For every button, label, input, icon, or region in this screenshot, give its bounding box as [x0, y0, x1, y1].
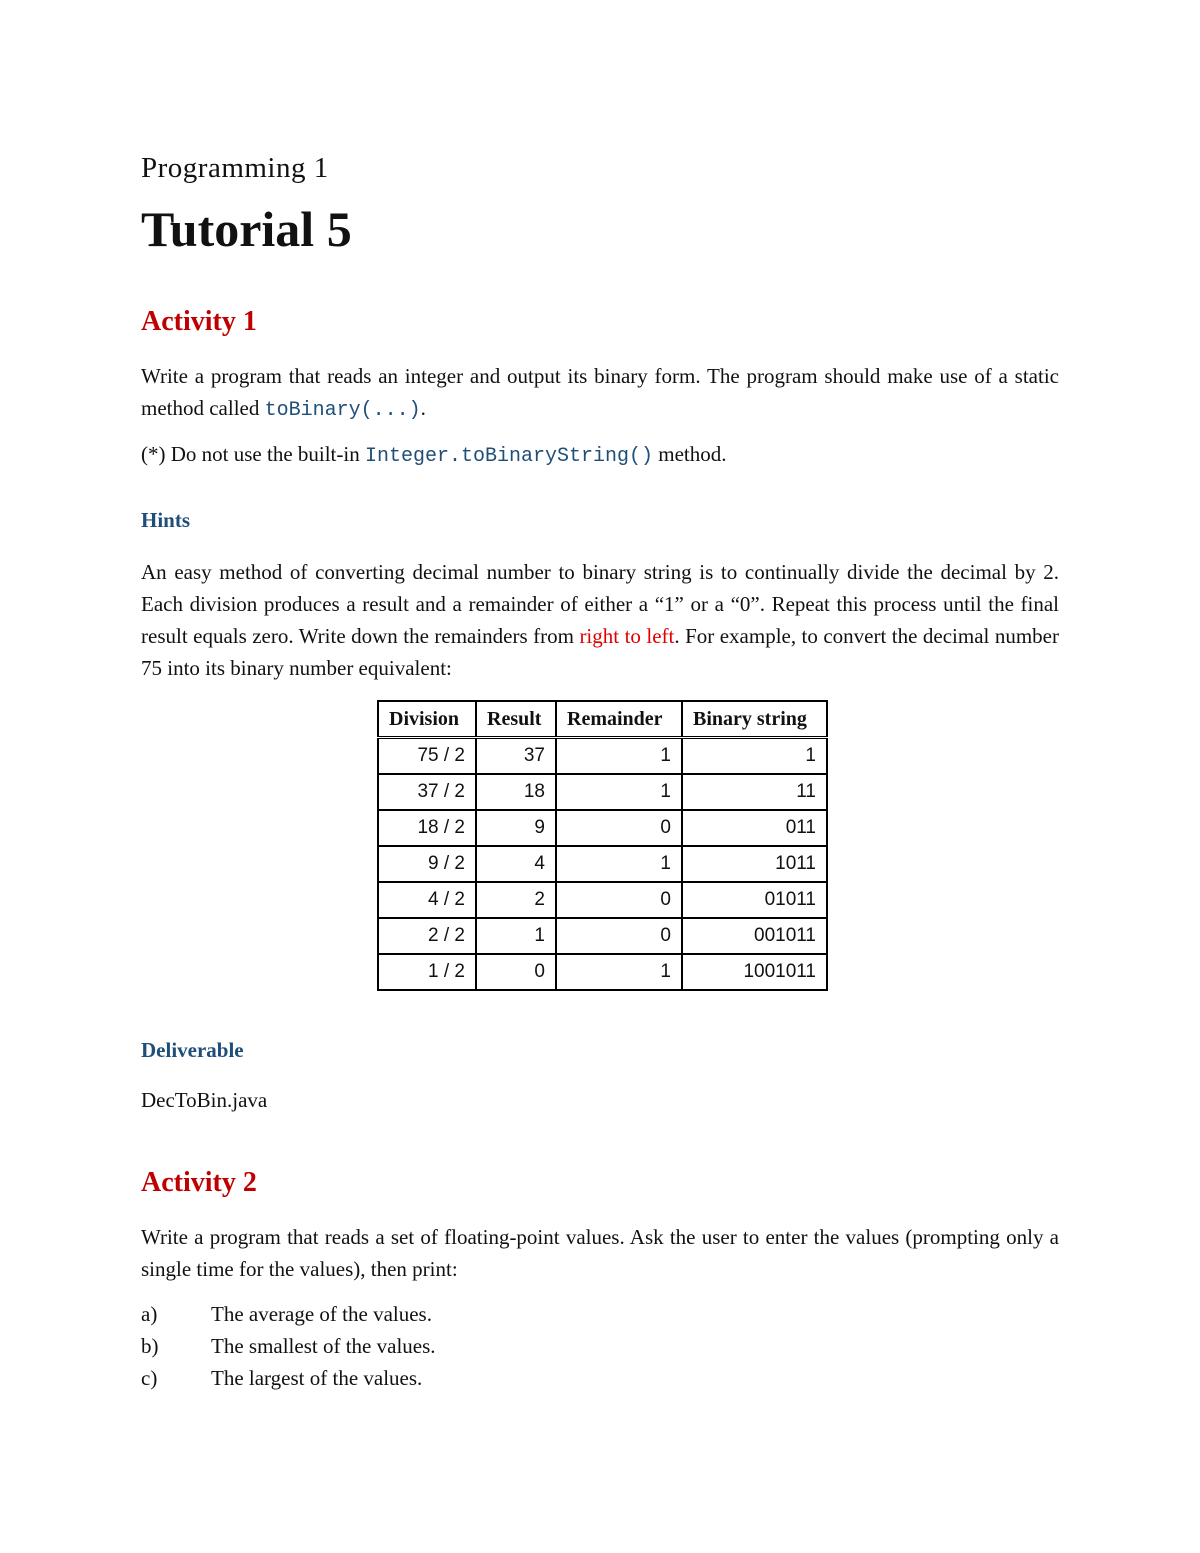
- table-cell: 0: [476, 954, 556, 990]
- hints-text-end: . For example, to convert the decimal number 75 into its binary number equivalent:: [141, 624, 1059, 680]
- table-cell: 4: [476, 846, 556, 882]
- page-title: Tutorial 5: [141, 201, 352, 257]
- table-cell: 4 / 2: [378, 882, 476, 918]
- list-item: [141, 1330, 436, 1362]
- table-cell: 75 / 2: [378, 738, 476, 775]
- activity-1-intro: [141, 360, 1059, 427]
- hints-emphasis: right to left: [579, 624, 675, 648]
- list-item: [141, 1362, 436, 1394]
- list-marker: a): [141, 1302, 158, 1326]
- activity-1-heading: Activity 1: [141, 306, 257, 337]
- activity-1-intro-text: Write a program that reads an integer and output its binary form. The program should make use of a static method called: [141, 364, 1059, 420]
- activity-2-heading: Activity 2: [141, 1167, 257, 1198]
- table-cell: 9: [476, 810, 556, 846]
- activity-1-note: [141, 438, 1059, 473]
- hints-paragraph: [141, 556, 1059, 684]
- table-header-row: [378, 701, 827, 738]
- table-row: [378, 882, 827, 918]
- activity-1-intro-end: .: [420, 396, 426, 420]
- table-cell: 001011: [682, 918, 827, 954]
- conversion-table: [377, 700, 828, 991]
- table-cell: 2: [476, 882, 556, 918]
- table-cell: 1: [556, 774, 682, 810]
- table-cell: 0: [556, 882, 682, 918]
- table-row: [378, 810, 827, 846]
- list-item-text: The largest of the values.: [211, 1366, 423, 1390]
- table-cell: 1: [556, 846, 682, 882]
- table-cell: 1001011: [682, 954, 827, 990]
- list-marker: c): [141, 1366, 158, 1390]
- table-row: [378, 738, 827, 775]
- note-end: method.: [653, 442, 727, 466]
- table-cell: 1: [682, 738, 827, 775]
- table-header: Division: [378, 701, 476, 738]
- table-row: [378, 774, 827, 810]
- deliverable-filename: DecToBin.java: [141, 1088, 268, 1112]
- table-cell: 1 / 2: [378, 954, 476, 990]
- table-header: Binary string: [682, 701, 827, 738]
- table-cell: 9 / 2: [378, 846, 476, 882]
- table-row: [378, 918, 827, 954]
- hints-heading: Hints: [141, 508, 191, 532]
- requirements-list: [141, 1298, 436, 1394]
- table-cell: 2 / 2: [378, 918, 476, 954]
- table-cell: 1: [556, 954, 682, 990]
- table-cell: 0: [556, 918, 682, 954]
- table-row: [378, 846, 827, 882]
- note-text: (*) Do not use the built-in: [141, 442, 365, 466]
- table-cell: 37 / 2: [378, 774, 476, 810]
- method-name-code: toBinary(...): [264, 399, 421, 422]
- table-cell: 0: [556, 810, 682, 846]
- table-header: Remainder: [556, 701, 682, 738]
- table-cell: 01011: [682, 882, 827, 918]
- hints-text: An easy method of converting decimal number to binary string is to continually divide the decimal by 2. Each division produces a result and a remainder of either a “1” or a “0”. Repeat this process until the final result equals zero. Write down the remainders from: [141, 560, 1059, 648]
- activity-2-intro: Write a program that reads a set of floating-point values. Ask the user to enter the values (prompting only a single time for the values), then print:: [141, 1225, 1059, 1281]
- deliverable-heading: Deliverable: [141, 1038, 244, 1062]
- table-cell: 1: [476, 918, 556, 954]
- table-cell: 1: [556, 738, 682, 775]
- list-marker: b): [141, 1334, 159, 1358]
- builtin-method-code: Integer.toBinaryString(): [364, 445, 654, 468]
- list-item: [141, 1298, 436, 1330]
- table-cell: 37: [476, 738, 556, 775]
- table-row: [378, 954, 827, 990]
- course-name: Programming 1: [141, 152, 329, 184]
- table-cell: 11: [682, 774, 827, 810]
- table-cell: 18: [476, 774, 556, 810]
- list-item-text: The average of the values.: [211, 1302, 432, 1326]
- table-cell: 011: [682, 810, 827, 846]
- table-cell: 18 / 2: [378, 810, 476, 846]
- list-item-text: The smallest of the values.: [211, 1334, 436, 1358]
- table-cell: 1011: [682, 846, 827, 882]
- table-header: Result: [476, 701, 556, 738]
